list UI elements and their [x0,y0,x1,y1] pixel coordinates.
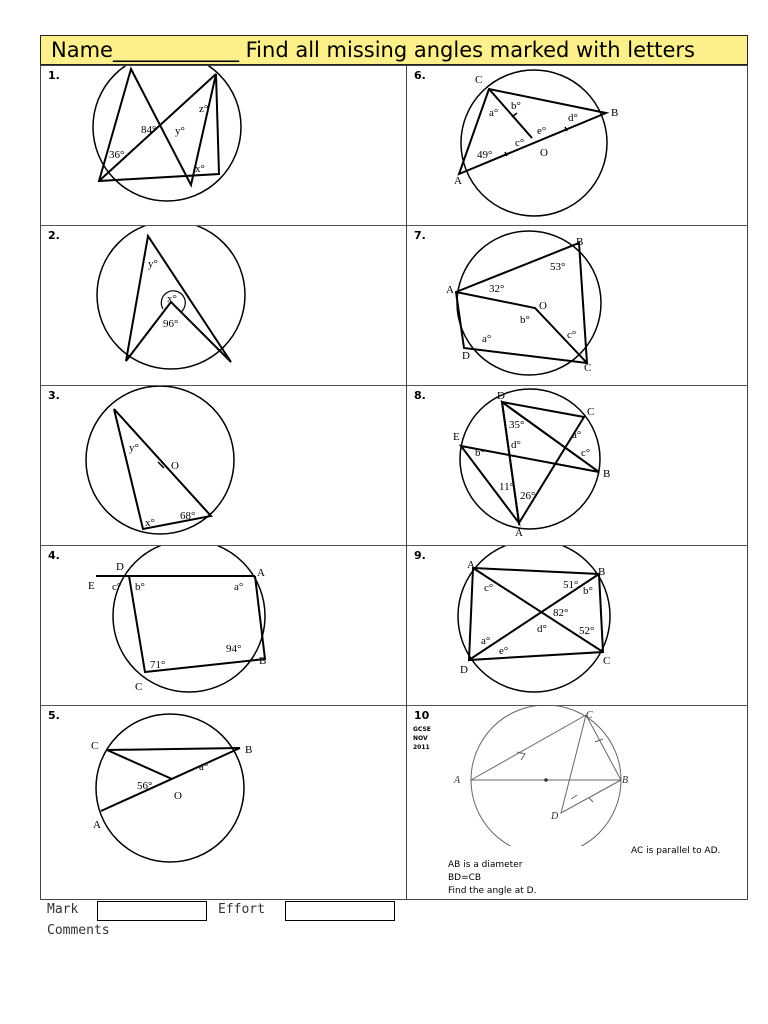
point-label: A [515,527,523,539]
angle-label: d° [537,623,547,635]
angle-label: 56° [137,780,153,792]
angle-label: 49° [477,149,493,161]
angle-label: 82° [553,607,569,619]
angle-label: a° [199,761,209,773]
angle-label: e° [499,645,509,657]
angle-label: 96° [163,318,179,330]
question-9 [407,546,768,706]
circle-diagram-9 [407,546,747,705]
point-label: C [135,681,143,693]
question-number: 1. [48,69,60,82]
circle-diagram-5 [41,706,406,899]
question-number: 10 [414,709,430,722]
angle-label: c° [581,447,591,459]
point-label: E [88,580,95,592]
point-label: A [454,775,461,786]
point-label: D [497,390,505,402]
effort-input[interactable] [285,901,395,921]
angle-label: b° [135,581,145,593]
question-10 [407,706,768,899]
angle-label: 51° [563,579,579,591]
question-4 [41,546,406,706]
comments-label: Comments [47,923,110,938]
point-label: B [259,655,267,667]
point-label: C [91,740,99,752]
note-line: AB is a diameter [448,860,523,870]
angle-label: y° [129,442,139,454]
question-5 [41,706,406,866]
note-line: BD=CB [448,873,482,883]
point-label: A [446,284,454,296]
angle-label: y° [175,125,185,137]
question-2 [41,226,406,386]
circle-diagram-8 [407,386,747,545]
angle-label: b° [583,585,593,597]
angle-label: 11° [499,481,514,493]
angle-label: 84° [141,124,157,136]
question-number: 3. [48,389,60,402]
note-parallel: AC is parallel to AD. [631,846,721,856]
angle-label: d° [511,439,521,451]
question-number: 7. [414,229,426,242]
point-label: A [467,559,475,571]
angle-label: e° [537,125,547,137]
question-number: 2. [48,229,60,242]
angle-label: b° [520,314,530,326]
point-label: O [540,147,548,159]
circle-diagram-2 [41,226,406,385]
point-label: A [454,175,462,187]
angle-label: 36° [109,149,125,161]
point-label: E [453,431,460,443]
angle-label: 26° [520,490,536,502]
point-label: C [586,710,593,721]
angle-label: 52° [579,625,595,637]
point-label: A [257,567,265,579]
question-number: 8. [414,389,426,402]
point-label: B [245,744,253,756]
point-label: B [576,236,584,248]
note-line: Find the angle at D. [448,886,537,896]
point-label: B [603,468,611,480]
point-label: C [475,74,483,86]
worksheet-title: Name____________ Find all missing angles marked with letters [40,35,748,65]
angle-label: a° [489,107,499,119]
circle-diagram-7 [407,226,747,385]
question-3 [41,386,406,546]
angle-label: 32° [489,283,505,295]
source-line: 2011 [413,744,430,751]
point-label: D [551,811,559,822]
point-label: B [622,775,629,786]
angle-label: c° [567,329,577,341]
circle-diagram-3 [41,386,406,545]
point-label: O [171,460,179,472]
angle-label: 53° [550,261,566,273]
angle-label: c° [515,137,525,149]
angle-label: a° [234,581,244,593]
point-label: C [587,406,595,418]
point-label: D [462,350,470,362]
angle-label: a° [572,429,582,441]
question-number: 4. [48,549,60,562]
circle-diagram-4 [41,546,406,705]
question-6 [407,66,768,226]
angle-label: 71° [150,659,166,671]
angle-label: 68° [180,510,196,522]
angle-label: x° [145,517,155,529]
circle-diagram-6 [407,66,747,225]
point-label: A [93,819,101,831]
source-line: GCSE [413,726,431,733]
source-line: NOV [413,735,428,742]
effort-label: Effort [218,902,265,917]
angle-label: y° [148,258,158,270]
mark-input[interactable] [97,901,207,921]
point-label: D [116,561,124,573]
question-number: 5. [48,709,60,722]
question-number: 9. [414,549,426,562]
angle-label: a° [481,635,491,647]
angle-label: x° [195,163,205,175]
angle-label: b° [475,447,485,459]
angle-label: 94° [226,643,242,655]
angle-label: d° [568,112,578,124]
question-8 [407,386,768,546]
angle-label: c° [112,581,122,593]
circle-diagram-1 [41,66,406,225]
mark-label: Mark [47,902,79,917]
angle-label: x° [167,293,177,305]
angle-label: 35° [509,419,525,431]
circle-diagram-10 [407,706,747,846]
question-7 [407,226,768,386]
question-1 [41,66,406,226]
point-label: B [598,566,606,578]
angle-label: c° [484,582,494,594]
point-label: C [603,655,611,667]
point-label: C [584,362,592,374]
question-number: 6. [414,69,426,82]
angle-label: a° [482,333,492,345]
angle-label: b° [511,100,521,112]
point-label: B [611,107,619,119]
point-label: O [539,300,547,312]
angle-label: z° [199,103,209,115]
point-label: D [460,664,468,676]
point-label: O [174,790,182,802]
